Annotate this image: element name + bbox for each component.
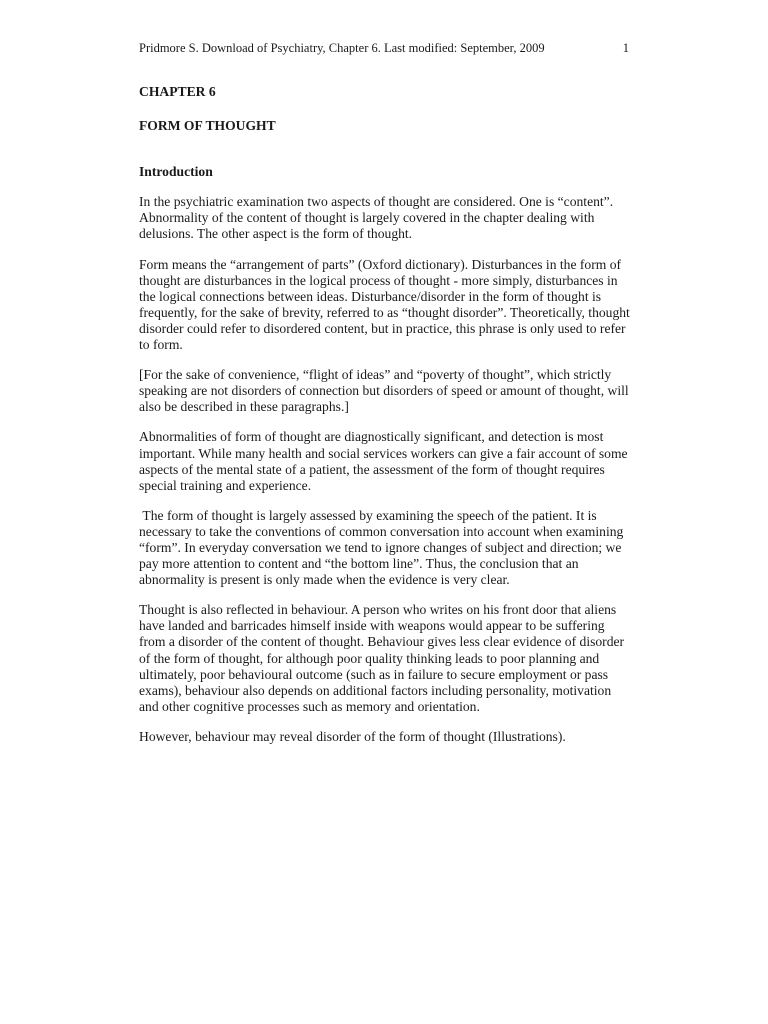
page-body: [139, 84, 631, 759]
paragraph-2: Form means the “arrangement of parts” (Oxford dictionary). Disturbances in the form of thought are disturbances in the logical process of thought - more simply, disturbances in the logical connections between ideas. Disturbance/disorder in the form of thought is frequently, for the sake of brevity, referred to as “thought disorder”. Theoretically, thought disorder could refer to disordered content, but in practice, this phrase is only used to refer to form.: [139, 256, 630, 353]
chapter-title: FORM OF THOUGHT: [139, 118, 276, 134]
paragraph-6: Thought is also reflected in behaviour. A person who writes on his front door that aliens have landed and barricades himself inside with weapons would appear to be suffering from a disorder of the content of thought. Behaviour gives less clear evidence of disorder of the form of thought, for although poor quality thinking leads to poor planning and ultimately, poor behavioural outcome (such as in failure to secure employment or pass exams), behaviour also depends on additional factors including personality, motivation and other cognitive processes such as memory and orientation.: [139, 602, 625, 714]
paragraph-5: The form of thought is largely assessed by examining the speech of the patient. It is necessary to take the conventions of common conversation into account when examining “form”. In everyday conversation we tend to ignore changes of subject and direction; we pay more attention to content and “the bottom line”. Thus, the conclusion that an abnormality is present is only made when the evidence is very clear.: [139, 507, 627, 588]
running-header: [139, 40, 629, 56]
paragraph-7: However, behaviour may reveal disorder of the form of thought (Illustrations).: [139, 728, 566, 744]
chapter-label: CHAPTER 6: [139, 84, 216, 99]
paragraph-3: [For the sake of convenience, “flight of ideas” and “poverty of thought”, which strictly speaking are not disorders of connection but disorders of speed or amount of thought, will also be described in these paragraphs.]: [139, 367, 629, 415]
running-title: Pridmore S. Download of Psychiatry, Chapter 6. Last modified: September, 2009: [139, 41, 545, 55]
page-number: 1: [622, 41, 629, 55]
section-title: Introduction: [139, 164, 213, 180]
paragraph-4: Abnormalities of form of thought are diagnostically significant, and detection is most important. While many health and social services workers can give a fair account of some aspects of the mental state of a patient, the assessment of the form of thought requires special training and experience.: [139, 429, 628, 493]
paragraph-1: In the psychiatric examination two aspects of thought are considered. One is “content”. Abnormality of the content of thought is largely covered in the chapter dealing with delusions. The other aspect is the form of thought.: [139, 194, 614, 242]
